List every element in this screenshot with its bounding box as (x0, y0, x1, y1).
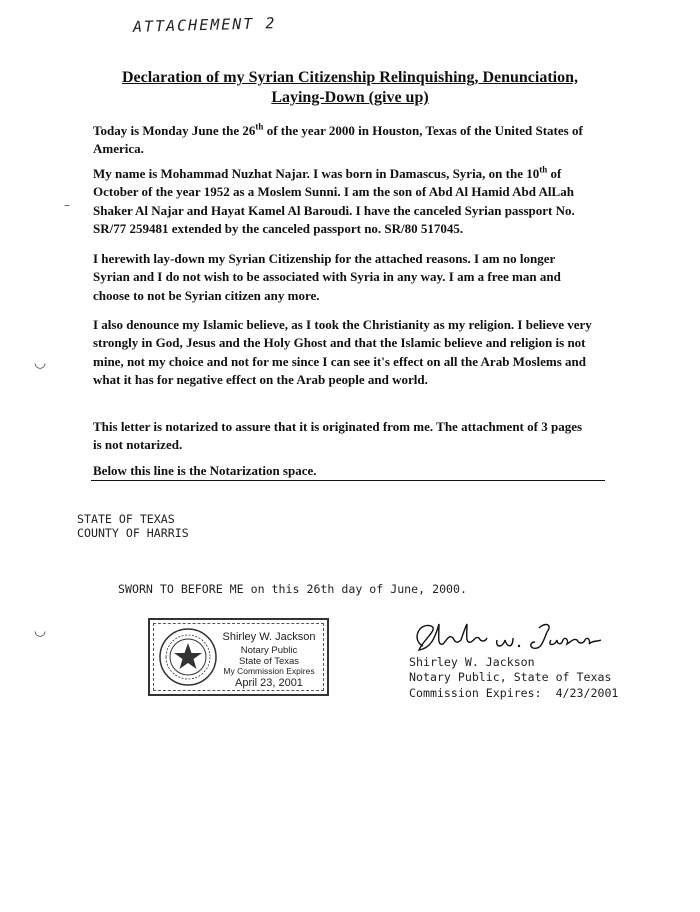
paragraph-notarization: This letter is notarized to assure that it is originated from me. The attachment of 3 pages is not notarized. (93, 419, 583, 453)
paragraph-date-a: Today is Monday June the 26 (93, 123, 256, 138)
paragraph-identity-a: My name is Mohammad Nuzhat Najar. I was born in Damascus, Syria, on the 10 (93, 166, 540, 181)
stamp-state: State of Texas (238, 656, 300, 667)
margin-mark: ◡ (34, 355, 47, 371)
paragraph-identity-sup: th (539, 164, 548, 175)
notarization-divider (91, 480, 605, 481)
title-line-1: Declaration of my Syrian Citizenship Relinquishing, Denunciation, (121, 69, 579, 86)
paragraph-identity-b: of October of the year 1952 as a Moslem Sunni. I am the son of Abd Al Hamid Abd AlLah Shaker Al Najar and Hayat Kamel Al Baroudi. I have the canceled Syrian passport No. SR/77 259481 extended by the canceled passport no. SR/80 517045. (93, 166, 575, 237)
title-line-2: Laying-Down (give up) (271, 89, 429, 106)
paragraph-citizenship: I herewith lay-down my Syrian Citizenship for the attached reasons. I am no longer Syrian and I do not wish to be associated with Syria in any way. I am a free man and choose to not be Syrian citizen any more. (93, 251, 561, 303)
document-title (90, 68, 610, 108)
paragraph-identity (93, 165, 593, 239)
signature-name: Shirley W. Jackson (409, 655, 535, 669)
county-line: COUNTY OF HARRIS (77, 526, 189, 540)
state-line: STATE OF TEXAS (77, 512, 175, 526)
notary-seal-icon (158, 627, 218, 687)
paragraph-date-sup: th (255, 121, 264, 132)
handwritten-signature (409, 618, 619, 658)
margin-mark: – (64, 198, 70, 212)
paragraph-notary-space: Below this line is the Notarization space. (93, 463, 317, 478)
paragraph-date (93, 122, 593, 159)
stamp-name: Shirley W. Jackson (222, 631, 316, 643)
notary-stamp (148, 618, 329, 696)
paragraph-religion: I also denounce my Islamic believe, as I took the Christianity as my religion. I believe very strongly in God, Jesus and the Holy Ghost and that the Islamic believe and religion is not mine, not my choice and not for me since I can see it's effect on all the Arab Moslems and what it has for negative effect on the Arab people and world. (93, 317, 592, 388)
stamp-date: April 23, 2001 (235, 677, 303, 689)
stamp-title: Notary Public (240, 645, 298, 656)
margin-mark: ◡ (34, 623, 47, 639)
signature-title: Notary Public, State of Texas (409, 670, 612, 684)
sworn-statement: SWORN TO BEFORE ME on this 26th day of June, 2000. (118, 582, 468, 596)
paragraph-date-b: of the year 2000 in Houston, Texas of the United States of America. (93, 123, 583, 157)
signature-expires: Commission Expires: 4/23/2001 (409, 686, 619, 700)
stamp-commission-label: My Commission Expires (223, 666, 315, 676)
attachment-label: ATTACHEMENT 2 (132, 14, 277, 36)
